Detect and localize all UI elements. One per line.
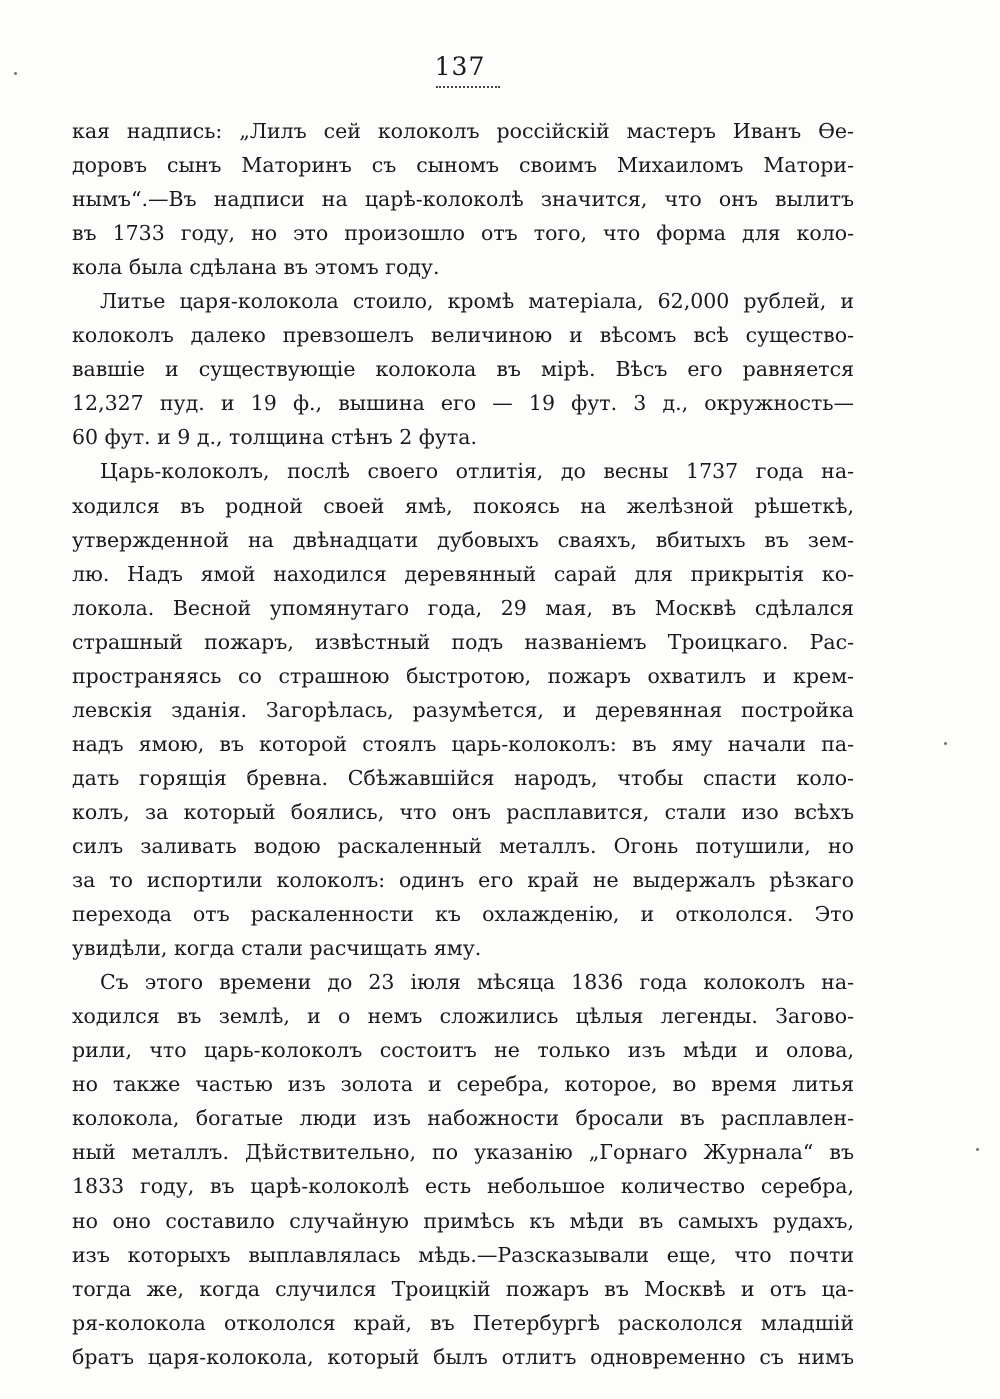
text-line: Царь-колоколъ, послѣ своего отлитія, до весны 1737 года на- xyxy=(100,459,854,484)
text-line: 12,327 пуд. и 19 ф., вышина его — 19 фут. 3 д., окружность— xyxy=(72,391,854,416)
text-line: увидѣли, когда стали расчищать яму. xyxy=(72,936,482,961)
text-line: изъ которыхъ выплавлялась мѣдь.—Разсказывали еще, что почти xyxy=(72,1242,854,1267)
paragraph xyxy=(72,454,854,965)
page-number: 137 xyxy=(434,52,486,81)
text-line: 1833 году, въ царѣ-колоколѣ есть небольшое количество серебра, xyxy=(72,1174,854,1199)
text-line: кола была сдѣлана въ этомъ году. xyxy=(72,255,440,280)
text-line: ря-колокола откололся край, въ Петербургѣ раскололся младшій xyxy=(72,1310,854,1335)
text-line: рили, что царь-колоколъ состоитъ не только изъ мѣди и олова, xyxy=(72,1038,854,1063)
text-line: братъ царя-колокола, который былъ отлитъ одновременно съ нимъ xyxy=(72,1344,854,1369)
print-speck xyxy=(14,72,17,75)
text-line: ный металлъ. Дѣйствительно, по указанію „Горнаго Журнала“ въ xyxy=(72,1140,854,1165)
text-line: доровъ сынъ Маторинъ съ сыномъ своимъ Михаиломъ Матори- xyxy=(72,153,854,178)
text-line: колокола, богатые люди изъ набожности бросали въ расплавлен- xyxy=(72,1106,854,1131)
text-line: Съ этого времени до 23 іюля мѣсяца 1836 года колоколъ на- xyxy=(100,970,854,995)
text-line: вавшіе и существующіе колокола въ мірѣ. Вѣсъ его равняется xyxy=(72,357,854,382)
paragraph xyxy=(72,284,854,454)
print-speck xyxy=(944,742,947,745)
text-line: надъ ямою, въ которой стоялъ царь-колоколъ: въ яму начали па- xyxy=(72,731,854,756)
text-line: колоколъ далеко превзошелъ величиною и вѣсомъ всѣ существо- xyxy=(72,323,854,348)
text-line: Литье царя-колокола стоило, кромѣ матеріала, 62,000 рублей, и xyxy=(100,289,854,314)
text-line: перехода отъ раскаленности къ охлажденію, и откололся. Это xyxy=(72,902,854,927)
text-line: за то испортили колоколъ: одинъ его край не выдержалъ рѣзкаго xyxy=(72,868,854,893)
text-line: ходился въ родной своей ямѣ, покоясь на желѣзной рѣшеткѣ, xyxy=(72,493,854,518)
text-line: левскія зданія. Загорѣлась, разумѣется, и деревянная постройка xyxy=(72,697,854,722)
text-line: локола. Весной упомянутаго года, 29 мая, въ Москвѣ сдѣлался xyxy=(72,595,854,620)
text-line: но также частью изъ золота и серебра, которое, во время литья xyxy=(72,1072,854,1097)
text-line: тогда же, когда случился Троицкій пожаръ въ Москвѣ и отъ ца- xyxy=(72,1276,854,1301)
text-line: колъ, за который боялись, что онъ расплавится, стали изо всѣхъ xyxy=(72,799,854,824)
text-line: въ 1733 году, но это произошло отъ того, что форма для коло- xyxy=(72,221,854,246)
text-line: страшный пожаръ, извѣстный подъ названіемъ Троицкаго. Рас- xyxy=(72,629,854,654)
print-speck xyxy=(976,1148,979,1151)
page-number-rule xyxy=(436,86,500,88)
text-line: ходился въ землѣ, и о немъ сложились цѣлыя легенды. Загово- xyxy=(72,1004,854,1029)
text-line: лю. Надъ ямой находился деревянный сарай для прикрытія ко- xyxy=(72,561,854,586)
text-line: но оно составило случайную примѣсь къ мѣди въ самыхъ рудахъ, xyxy=(72,1208,854,1233)
text-line: дать горящія бревна. Сбѣжавшійся народъ, чтобы спасти коло- xyxy=(72,765,854,790)
page-text-body xyxy=(72,114,854,1374)
paragraph xyxy=(72,965,854,1374)
text-line: утвержденной на двѣнадцати дубовыхъ сваяхъ, вбитыхъ въ зем- xyxy=(72,527,854,552)
text-line: нымъ“.—Въ надписи на царѣ-колоколѣ значится, что онъ вылитъ xyxy=(72,187,854,212)
text-line: кая надпись: „Лилъ сей колоколъ россійскій мастеръ Иванъ Ѳе- xyxy=(72,119,854,143)
text-line: пространяясь со страшною быстротою, пожаръ охватилъ и крем- xyxy=(72,663,854,688)
text-line: силъ заливать водою раскаленный металлъ. Огонь потушили, но xyxy=(72,833,854,858)
text-line: 60 фут. и 9 д., толщина стѣнъ 2 фута. xyxy=(72,425,477,450)
paragraph xyxy=(72,114,854,284)
